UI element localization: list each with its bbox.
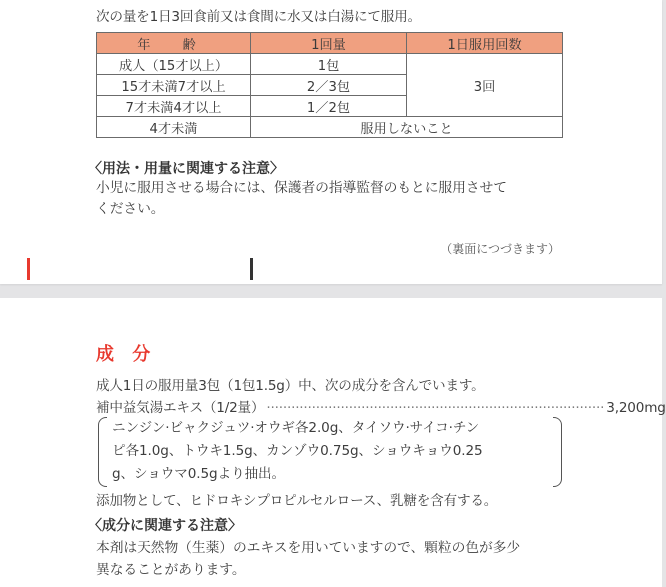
ingredient-amount: 3,200mg <box>606 400 666 416</box>
ingredient-note-line-1: 本剤は天然物（生薬）のエキスを用いていますので、顆粒の色が多少 <box>96 540 521 556</box>
ingredient-note-title: 〈成分に関連する注意〉 <box>88 518 242 534</box>
leader-dots: ·················································································· <box>266 400 605 416</box>
left-bracket <box>98 417 107 487</box>
no-dose-cell: 服用しないこと <box>251 117 563 138</box>
dosage-note-line-2: ください。 <box>96 201 165 217</box>
times-cell: 3回 <box>407 54 563 117</box>
age-cell: 成人（15才以上） <box>97 54 251 75</box>
dose-cell: 2／3包 <box>251 75 407 96</box>
detail-line: ピ各1.0g、トウキ1.5g、カンゾウ0.75g、ショウキョウ0.25 <box>112 443 483 459</box>
header-age: 年 齢 <box>97 33 251 54</box>
dosage-note-title: 〈用法・用量に関連する注意〉 <box>88 161 284 177</box>
ingredients-page <box>0 298 666 587</box>
header-dose: 1回量 <box>251 33 407 54</box>
ingredient-name: 補中益気湯エキス（1/2量） <box>96 400 265 416</box>
dose-cell: 1／2包 <box>251 96 407 117</box>
dark-register-mark <box>250 258 253 280</box>
table-row <box>97 54 563 75</box>
dosage-summary: 成人1日の服用量3包（1包1.5g）中、次の成分を含んでいます。 <box>96 378 485 394</box>
ingredient-detail-text <box>112 417 483 486</box>
additives-text: 添加物として、ヒドロキシプロピルセルロース、乳糖を含有する。 <box>96 493 498 509</box>
ingredient-row <box>96 396 666 416</box>
dosage-table <box>96 32 563 138</box>
dosage-note-line-1: 小児に服用させる場合には、保護者の指導監督のもとに服用させて <box>96 180 507 196</box>
ingredient-detail <box>98 417 562 487</box>
dosage-intro: 次の量を1日3回食前又は食間に水又は白湯にて服用。 <box>96 9 421 25</box>
dose-cell: 1包 <box>251 54 407 75</box>
age-cell: 4才未満 <box>97 117 251 138</box>
continued-note: （裏面につづきます） <box>440 242 560 256</box>
section-title: 成 分 <box>96 344 157 365</box>
header-times: 1日服用回数 <box>407 33 563 54</box>
detail-line: ニンジン·ビャクジュツ·オウギ各2.0g、タイソウ·サイコ·チン <box>112 420 480 436</box>
table-header-row <box>97 33 563 54</box>
age-cell: 7才未満4才以上 <box>97 96 251 117</box>
age-cell: 15才未満7才以上 <box>97 75 251 96</box>
table-row <box>97 117 563 138</box>
dosage-page <box>0 0 662 284</box>
red-register-mark <box>27 258 30 280</box>
right-bracket <box>553 417 562 487</box>
detail-line: g、ショウマ0.5gより抽出。 <box>112 466 286 482</box>
ingredient-note-line-2: 異なることがあります。 <box>96 562 246 578</box>
